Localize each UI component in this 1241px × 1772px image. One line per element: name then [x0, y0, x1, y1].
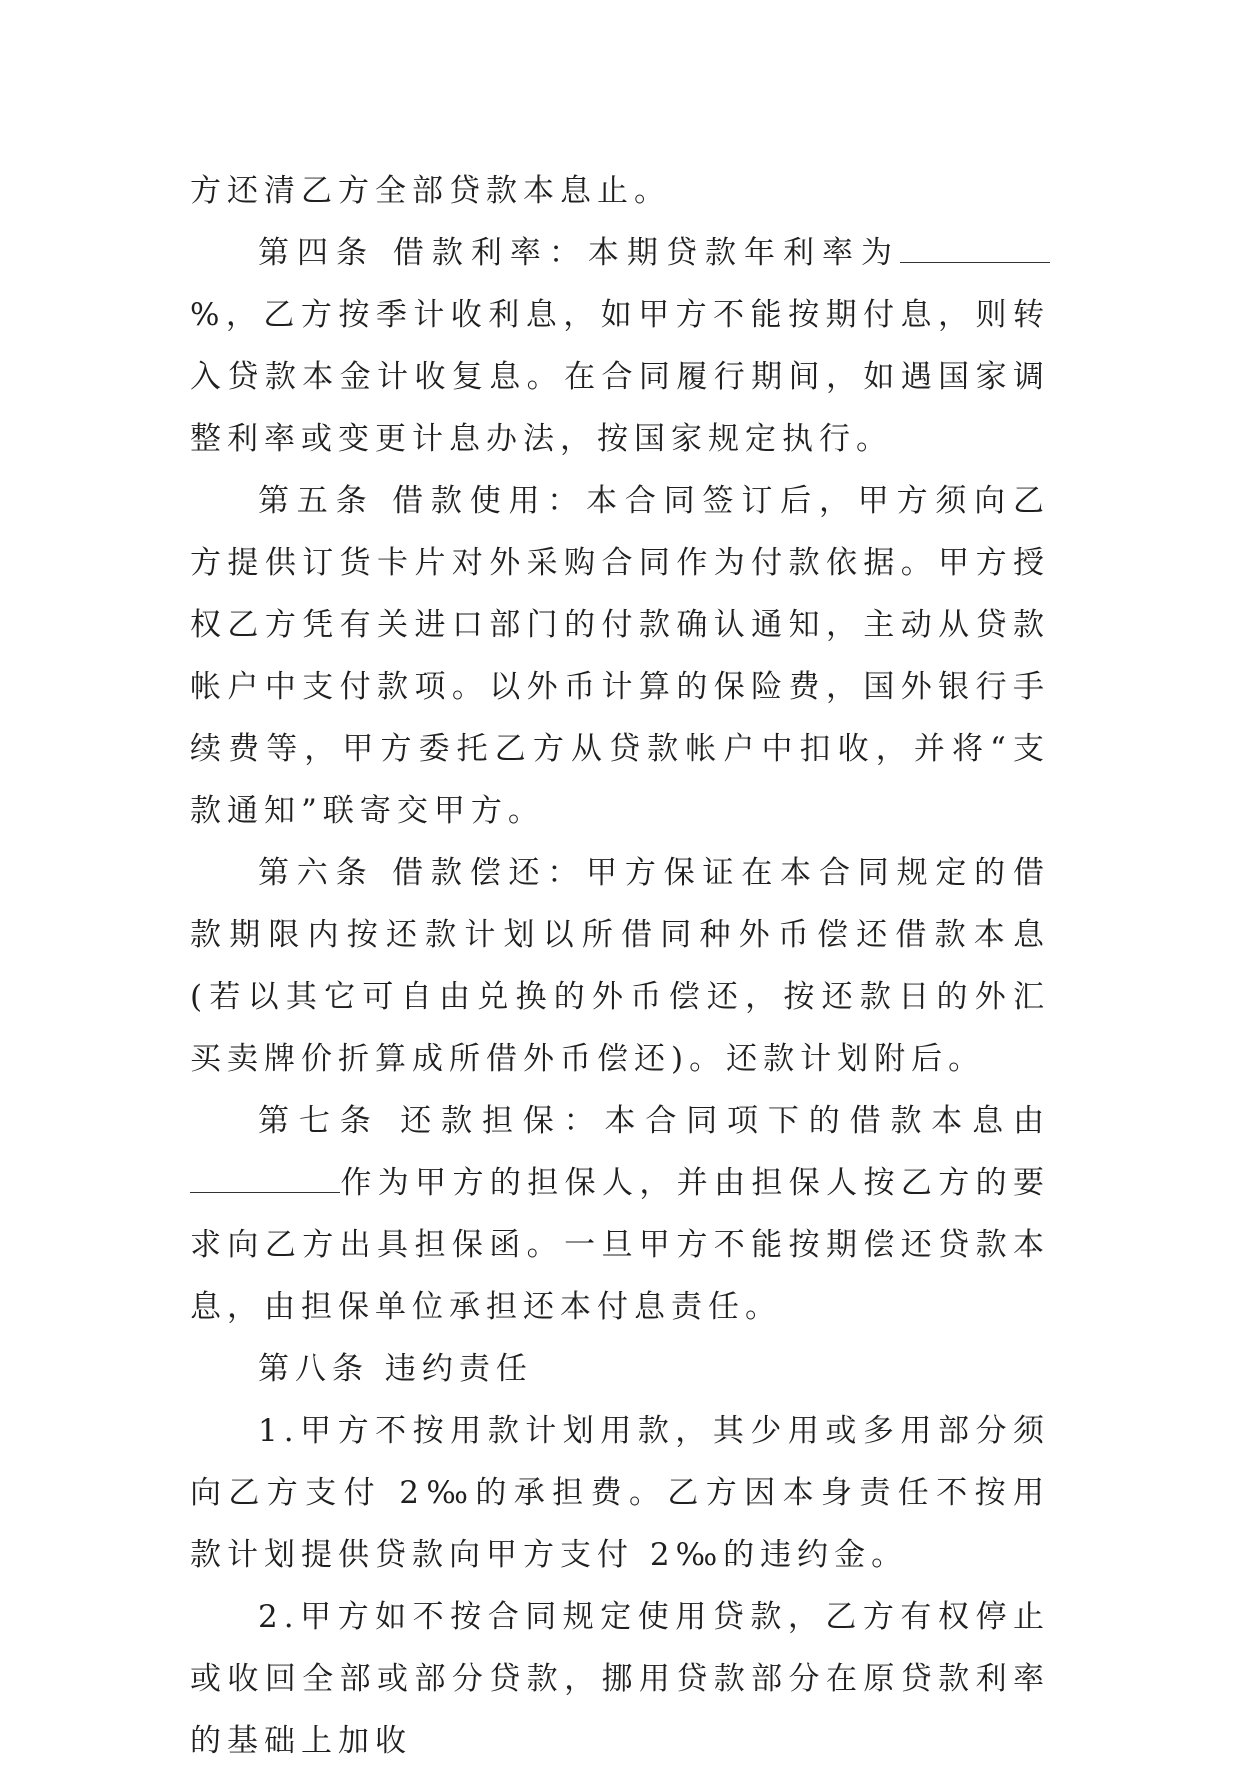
paragraph-text: 1.甲方不按用款计划用款，其少用或多用部分须向乙方支付 2‰的承担费。乙方因本身责任不按用款计划提供贷款向甲方支付 2‰的违约金。 [190, 1413, 1050, 1573]
paragraph-text: 第六条 借款偿还：甲方保证在本合同规定的借款期限内按还款计划以所借同种外币偿还借款本息(若以其它可自由兑换的外币偿还，按还款日的外汇买卖牌价折算成所借外币偿还)。还款计划附后。 [190, 855, 1050, 1077]
fill-blank-interest-rate [900, 228, 1050, 263]
paragraph-article-7-guarantee [190, 1090, 1050, 1338]
paragraph-text: 第八条 违约责任 [258, 1351, 533, 1387]
paragraph-text: 方还清乙方全部贷款本息止。 [190, 173, 671, 209]
fill-blank-guarantor [190, 1158, 340, 1193]
paragraph-article-8-item-1 [190, 1400, 1050, 1586]
paragraph-text: %，乙方按季计收利息，如甲方不能按期付息，则转入贷款本金计收复息。在合同履行期间，如遇国家调整利率或变更计息办法，按国家规定执行。 [190, 297, 1050, 457]
document-page [190, 160, 1050, 1772]
paragraph-continuation [190, 160, 1050, 222]
paragraph-text: 作为甲方的担保人，并由担保人按乙方的要求向乙方出具担保函。一旦甲方不能按期偿还贷款本息，由担保单位承担还本付息责任。 [190, 1165, 1050, 1325]
paragraph-article-4-interest-rate [190, 222, 1050, 470]
paragraph-text: 第四条 借款利率：本期贷款年利率为 [258, 235, 900, 271]
paragraph-article-8-heading [190, 1338, 1050, 1400]
paragraph-article-8-item-2 [190, 1586, 1050, 1772]
paragraph-text: 第五条 借款使用：本合同签订后，甲方须向乙方提供订货卡片对外采购合同作为付款依据。甲方授权乙方凭有关进口部门的付款确认通知，主动从贷款帐户中支付款项。以外币计算的保险费，国外银行手续费等，甲方委托乙方从贷款帐户中扣收，并将“支款通知”联寄交甲方。 [190, 483, 1050, 829]
paragraph-article-5-loan-use [190, 470, 1050, 842]
paragraph-text: 第七条 还款担保：本合同项下的借款本息由 [258, 1103, 1050, 1139]
paragraph-text: 2.甲方如不按合同规定使用贷款，乙方有权停止或收回全部或部分贷款，挪用贷款部分在原贷款利率的基础上加收 [190, 1599, 1050, 1759]
paragraph-article-6-repayment [190, 842, 1050, 1090]
